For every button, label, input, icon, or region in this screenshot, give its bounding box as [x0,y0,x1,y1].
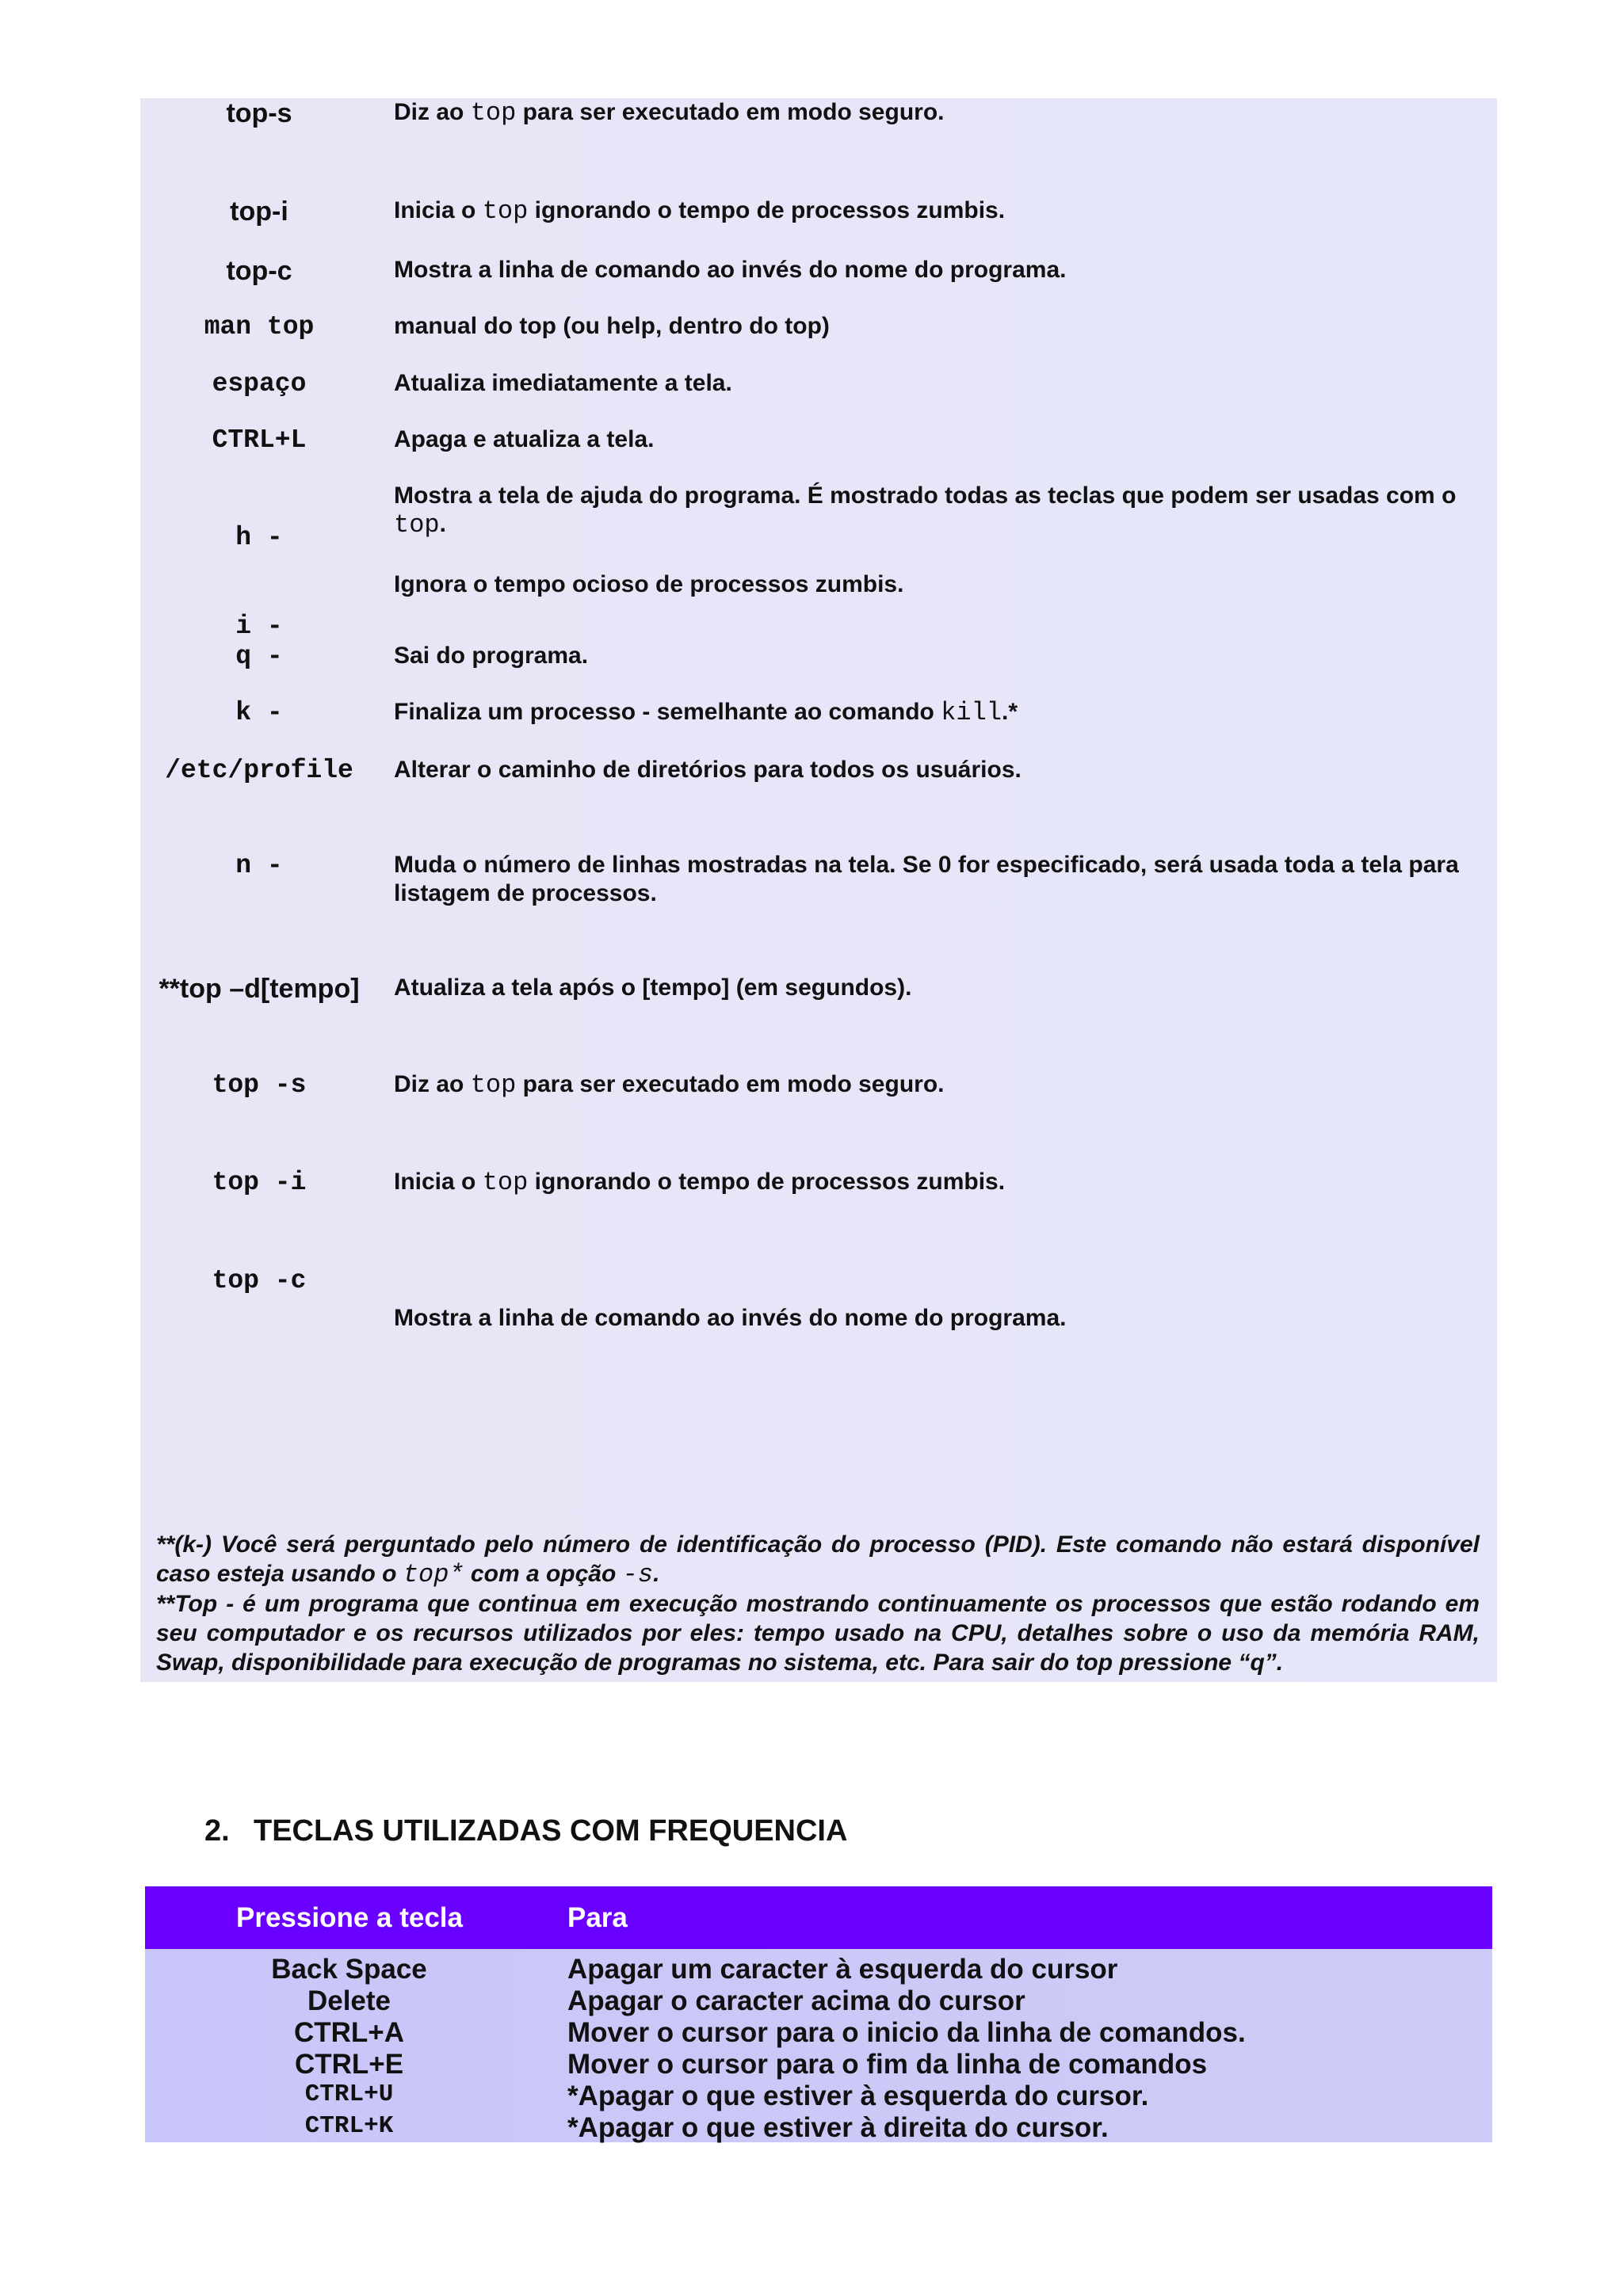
command-description: Inicia o top ignorando o tempo de processos zumbis. [394,1168,1006,1197]
command-name: top-i [230,196,288,227]
command-name: **top –d[tempo] [158,974,360,1004]
command-description: manual do top (ou help, dentro do top) [394,313,830,339]
command-description: Sai do programa. [394,643,589,669]
action-cell: Apagar um caracter à esquerda do cursor [567,1954,1118,1985]
command-name: h - [235,523,283,552]
keys-table [145,1886,1492,2142]
command-description: Inicia o top ignorando o tempo de processos zumbis. [394,196,1006,226]
header-key: Pressione a tecla [236,1902,463,1933]
command-description: Alterar o caminho de diretórios para todos os usuários. [394,757,1022,783]
command-description: Ignora o tempo ocioso de processos zumbis. [394,571,904,597]
command-name: top -c [212,1266,307,1295]
section-heading [204,1814,847,1848]
command-name: n - [235,851,283,880]
command-description: Diz ao top para ser executado em modo seguro. [394,98,945,128]
command-description: Atualiza imediatamente a tela. [394,370,732,396]
table-row [145,2017,1492,2049]
command-name: espaço [212,369,307,399]
command-name: top-c [226,256,292,286]
key-cell: CTRL+U [304,2081,394,2108]
action-cell: Mover o cursor para o inicio da linha de comandos. [567,2017,1246,2048]
commands-panel [140,98,1497,1682]
key-cell: CTRL+A [293,2017,405,2048]
action-cell: Mover o cursor para o fim da linha de comandos [567,2049,1208,2080]
header-action: Para [567,1902,628,1933]
command-description: Apaga e atualiza a tela. [394,426,655,452]
command-description: Mostra a linha de comando ao invés do nome do programa. [394,257,1067,283]
command-description: Mostra a linha de comando ao invés do nome do programa. [394,1305,1067,1331]
command-name: /etc/profile [165,756,353,785]
command-name: CTRL+L [212,425,307,455]
table-row [145,2049,1492,2081]
command-name: q - [235,642,283,671]
table-row [145,2081,1492,2112]
action-cell: *Apagar o que estiver à direita do cursor. [567,2112,1109,2143]
command-description: Diz ao top para ser executado em modo seguro. [394,1070,945,1100]
key-cell: Delete [307,1985,391,2016]
table-row [145,2112,1492,2144]
command-name: top-s [226,98,292,128]
command-name: i - [235,612,283,641]
table-header [145,1886,1492,1949]
note-top: **Top - é um programa que continua em execução mostrando continuamente os processos que estão rodando em seu computador e os recursos utilizados por eles: tempo usado na CPU, detalhes sobre o uso da memória RAM, Swap, disponibilidade para execução de programas no sistema, etc. Para sair do top pressione “q”. [156,1591,1480,1676]
command-name: top -s [212,1070,307,1100]
command-description: Muda o número de linhas mostradas na tela. Se 0 for especificado, será usada toda a tela para listagem de processos. [394,852,1459,906]
command-name: top -i [212,1168,307,1197]
action-cell: Apagar o caracter acima do cursor [567,1985,1025,2016]
command-name: k - [235,698,283,727]
section-number: 2. [204,1814,230,1848]
command-description: Atualiza a tela após o [tempo] (em segundos). [394,974,912,1001]
table-body [145,1949,1492,2142]
key-cell: Back Space [271,1954,427,1985]
note-kill: **(k-) Você será perguntado pelo número de identificação do processo (PID). Este comando não estará disponível caso esteja usando o top* com a opção -s. [156,1531,1480,1589]
action-cell: *Apagar o que estiver à esquerda do cursor. [567,2081,1149,2111]
table-row [145,1985,1492,2017]
command-description: Mostra a tela de ajuda do programa. É mostrado todas as teclas que podem ser usadas com o top. [394,482,1457,540]
command-name: man top [204,312,315,341]
command-description: Finaliza um processo - semelhante ao comando kill.* [394,698,1018,727]
key-cell: CTRL+K [304,2112,394,2140]
key-cell: CTRL+E [294,2049,404,2080]
section-title: TECLAS UTILIZADAS COM FREQUENCIA [254,1814,848,1848]
table-row [145,1954,1492,1985]
